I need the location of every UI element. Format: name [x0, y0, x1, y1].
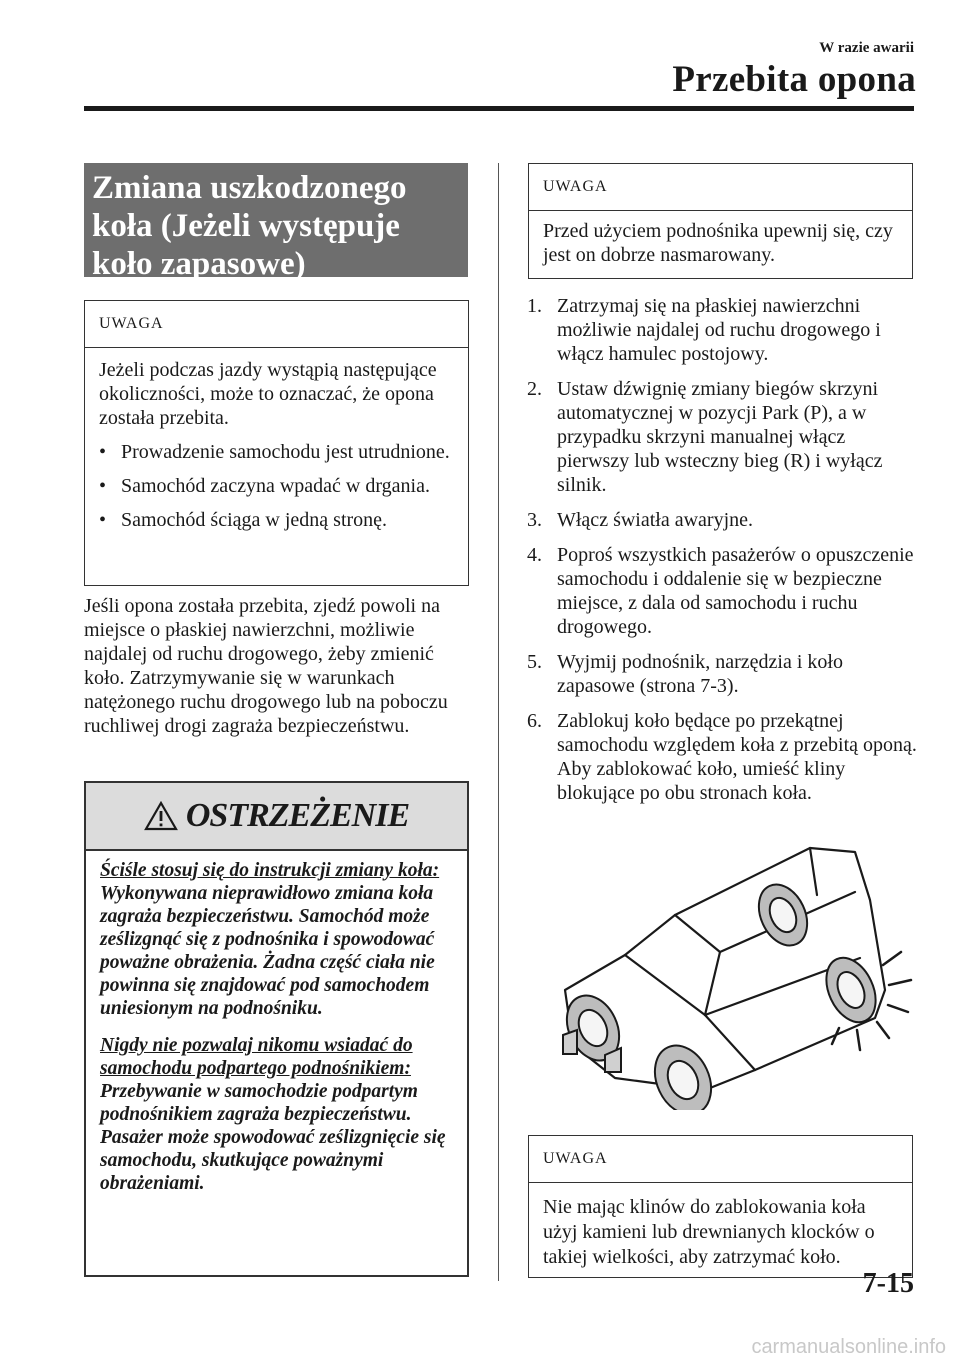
warning-item-heading: Nigdy nie pozwalaj nikomu wsiadać do samochodu podpartego podnośnikiem: — [100, 1035, 413, 1079]
step-text: Wyjmij podnośnik, narzędzia i koło zapasowe (strona 7-3). — [557, 651, 843, 697]
warning-item-text: Wykonywana nieprawidłowo zmiana koła zagraża bezpieczeństwu. Samochód może ześlizgnąć się z podnośnika i spowodować poważne obrażenia. Żadna część ciała nie powinna się znajdować pod samochodem uniesionym na podnośniku. — [100, 883, 435, 1019]
warning-box — [84, 781, 469, 1277]
note-box-chocks — [528, 1135, 913, 1278]
list-item — [99, 474, 454, 498]
intro-paragraph: Jeśli opona została przebita, zjedź powoli na miejsce o płaskiej nawierzchni, możliwie najdalej od ruchu drogowego, żeby zmienić koło. Zatrzymywanie się w warunkach natężonego ruchu drogowego lub na poboczu ruchliwej drogi zagraża bezpieczeństwu. — [84, 595, 448, 737]
page-title: Przebita opona — [672, 59, 916, 100]
step-text: Zablokuj koło będące po przekątnej samochodu względem koła z przebitą oponą. Aby zablokować koło, umieść kliny blokujące po obu stronach koła. — [557, 710, 917, 804]
step-number: 3. — [527, 509, 542, 531]
step-number: 2. — [527, 378, 542, 400]
page-number: 7-15 — [862, 1268, 914, 1299]
warning-title: OSTRZEŻENIE — [185, 797, 410, 834]
steps-list — [527, 294, 917, 816]
list-item — [527, 508, 917, 532]
note-box-jack — [528, 163, 913, 279]
column-divider — [498, 163, 499, 1281]
list-item — [527, 650, 917, 698]
warning-item-text: Przebywanie w samochodzie podpartym podnośnikiem zagraża bezpieczeństwu. Pasażer może spowodować ześlizgnięcie się samochodu, skutkujące poważnymi obrażeniami. — [100, 1081, 446, 1194]
bullet-text: Samochód zaczyna wpadać w drgania. — [121, 475, 430, 497]
bullet-text: Samochód ściąga w jedną stronę. — [121, 509, 388, 531]
step-number: 5. — [527, 651, 542, 673]
step-text: Zatrzymaj się na płaskiej nawierzchni możliwie najdalej od ruchu drogowego i włącz hamulec postojowy. — [557, 295, 881, 365]
warning-triangle-icon — [144, 801, 178, 831]
warning-header — [86, 783, 467, 851]
bullet-icon: • — [99, 441, 107, 463]
list-item — [527, 377, 917, 497]
car-wheel-chock-illustration — [555, 840, 920, 1110]
note-body: Przed użyciem podnośnika upewnij się, czy jest on dobrze nasmarowany. — [543, 220, 893, 266]
bullet-icon: • — [99, 475, 107, 497]
note-intro: Jeżeli podczas jazdy wystąpią następujące okoliczności, może to oznaczać, że opona została przebita. — [99, 359, 437, 429]
section-heading: Zmiana uszkodzonego koła (Jeżeli występuje koło zapasowe) — [84, 163, 468, 277]
list-item — [99, 508, 454, 532]
header-rule — [84, 106, 914, 111]
note-label: UWAGA — [529, 164, 912, 211]
list-item — [527, 709, 917, 805]
note-label: UWAGA — [529, 1136, 912, 1183]
step-number: 1. — [527, 295, 542, 317]
bullet-text: Prowadzenie samochodu jest utrudnione. — [121, 441, 450, 463]
list-item — [527, 543, 917, 639]
step-number: 6. — [527, 710, 542, 732]
section-label: W razie awarii — [819, 40, 914, 56]
note-label: UWAGA — [85, 301, 468, 348]
step-text: Poproś wszystkich pasażerów o opuszczenie samochodu i oddalenie się w bezpieczne miejsce, z dala od samochodu i ruchu drogowego. — [557, 544, 914, 638]
list-item — [99, 440, 454, 464]
list-item — [527, 294, 917, 366]
bullet-icon: • — [99, 509, 107, 531]
note-body: Nie mając klinów do zablokowania koła użyj kamieni lub drewnianych klocków o takiej wielkości, aby zatrzymać koło. — [543, 1196, 875, 1268]
watermark: carmanualsonline.info — [751, 1336, 946, 1358]
step-text: Ustaw dźwignię zmiany biegów skrzyni automatycznej w pozycji Park (P), a w przypadku skrzyni manualnej włącz pierwszy lub wsteczny bieg (R) i wyłącz silnik. — [557, 378, 883, 496]
step-text: Włącz światła awaryjne. — [557, 509, 754, 531]
warning-item-heading: Ściśle stosuj się do instrukcji zmiany koła: — [100, 860, 440, 881]
warning-body — [86, 851, 467, 1203]
note-box-tire — [84, 300, 469, 586]
note-body — [85, 348, 468, 542]
step-number: 4. — [527, 544, 542, 566]
